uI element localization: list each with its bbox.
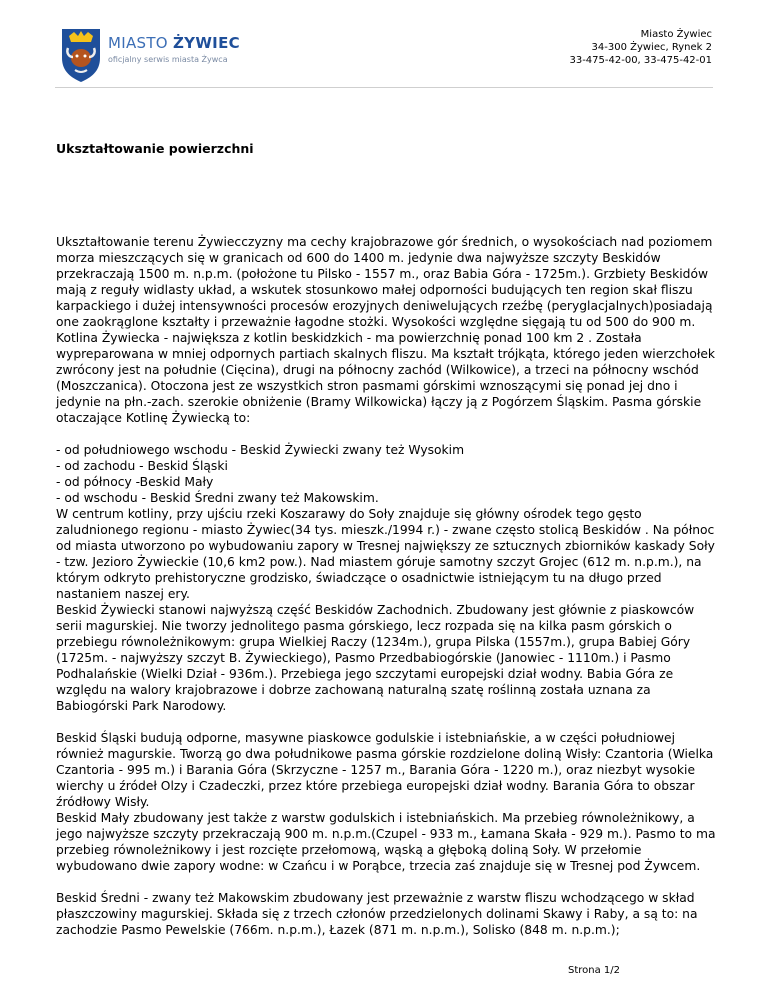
page-title: Ukształtowanie powierzchni bbox=[56, 141, 254, 156]
city-logo[interactable] bbox=[60, 26, 260, 88]
header-divider bbox=[55, 87, 713, 88]
logo-name-part2: ŻYWIEC bbox=[173, 34, 240, 52]
paragraph: Beskid Śląski budują odporne, masywne piaskowce godulskie i istebniańskie, a w części południowej również magurskie. Tworzą go dwa południkowe pasma górskie rozdzielone doliną Wisły: Czantoria (Wielka Czantoria - 995 m.) i Barania Góra (Skrzyczne - 1257 m., Barania Góra - 1220 m.), oraz niezbyt wysokie wierchy u źródeł Olzy i Czadeczki, przez które przebiega europejski dział wodny. Barania Góra to obszar źródłowy Wisły. Beskid Mały zbudowany jest także z warstw godulskich i istebniańskich. Ma przebieg równoleżnikowy, a jego najwyższe szczyty przekraczają 900 m. n.p.m.(Czupel - 933 m., Łamana Skała - 929 m.). Pasmo to ma przebieg równoleżnikowy i jest rozcięte przełomową, wąską a głęboką doliną Soły. W przełomie wybudowano dwie zapory wodne: w Czańcu i w Porąbce, trzecia zaś znajduje się w Tresnej pod Żywcem. bbox=[56, 731, 716, 873]
address-line: 34-300 Żywiec, Rynek 2 bbox=[591, 42, 712, 53]
logo-subtitle: oficjalny serwis miasta Żywca bbox=[108, 55, 228, 64]
address-line: 33-475-42-00, 33-475-42-01 bbox=[569, 55, 712, 66]
logo-wordmark bbox=[108, 34, 240, 52]
paragraph: - od południowego wschodu - Beskid Żywiecki zwany też Wysokim - od zachodu - Beskid Śląski - od północy -Beskid Mały - od wschodu - Beskid Średni zwany też Makowskim. W centrum kotliny, przy ujściu rzeki Koszarawy do Soły znajduje się główny ośrodek tego gęsto zaludnionego regionu - miasto Żywiec(34 tys. mieszk./1994 r.) - zwane często stolicą Beskidów . Na północ od miasta utworzono po wybudowaniu zapory w Tresnej największy ze sztucznych zbiorników kaskady Soły - tzw. Jezioro Żywieckie (10,6 km2 pow.). Nad miastem góruje samotny szczyt Grojec (612 m. n.p.m.), na którym odkryto prehistoryczne grodzisko, świadczące o osadnictwie istniejącym tu na długo przed nastaniem naszej ery. Beskid Żywiecki stanowi najwyższą część Beskidów Zachodnich. Zbudowany jest głównie z piaskowców serii magurskiej. Nie tworzy jednolitego pasma górskiego, lecz rozpada się na kilka pasm górskich o przebiegu równoleżnikowym: grupa Wielkiej Raczy (1234m.), grupa Pilska (1557m.), grupa Babiej Góry (1725m. - najwyższy szczyt B. Żywieckiego), Pasmo Przedbabiogórskie (Janowiec - 1110m.) i Pasmo Podhalańskie (Wielki Dział - 936m.). Przebiega jego szczytami europejski dział wodny. Babia Góra ze względu na walory krajobrazowe i dobrze zachowaną naturalną szatę roślinną została uznana za Babiogórski Park Narodowy. bbox=[56, 443, 715, 713]
address-line: Miasto Żywiec bbox=[640, 29, 712, 40]
article-body bbox=[56, 234, 720, 954]
logo-name-part1: MIASTO bbox=[108, 34, 173, 52]
paragraph: Ukształtowanie terenu Żywiecczyzny ma cechy krajobrazowe gór średnich, o wysokościach nad poziomem morza mieszczących się w granicach od 600 do 1400 m. jedynie dwa najwyższe szczyty Beskidów przekraczają 1500 m. n.p.m. (położone tu Pilsko - 1557 m., oraz Babia Góra - 1725m.). Grzbiety Beskidów mają z reguły widlasty układ, a wskutek stosunkowo małej odporności budujących ten region skał fliszu karpackiego i dużej intensywności procesów erozyjnych deniwelujących rzeźbę (peryglacjalnych)posiadają one zaokrąglone kształty i przeważnie łagodne stożki. Wysokości względne sięgają tu od 500 do 900 m. Kotlina Żywiecka - największa z kotlin beskidzkich - ma powierzchnię ponad 100 km 2 . Została wypreparowana w mniej odpornych partiach skalnych fliszu. Ma kształt trójkąta, którego jeden wierzchołek zwrócony jest na południe (Cięcina), drugi na północny zachód (Wilkowice), a trzeci na północny wschód (Moszczanica). Otoczona jest ze wszystkich stron pasmami górskimi wznoszącymi się ponad jej dno i jedynie na płn.-zach. szerokie obniżenie (Bramy Wilkowicka) łączy ją z Pogórzem Śląskim. Pasma górskie otaczające Kotlinę Żywiecką to: bbox=[56, 235, 716, 425]
address-block bbox=[569, 28, 712, 67]
coat-of-arms-icon bbox=[60, 26, 102, 84]
page-number: Strona 1/2 bbox=[568, 965, 621, 976]
paragraph: Beskid Średni - zwany też Makowskim zbudowany jest przeważnie z warstw fliszu wchodzącego w skład płaszczowiny magurskiej. Składa się z trzech członów przedzielonych dolinami Skawy i Raby, a są to: na zachodzie Pasmo Pewelskie (766m. n.p.m.), Łazek (871 m. n.p.m.), Solisko (848 m. n.p.m.); bbox=[56, 891, 698, 937]
